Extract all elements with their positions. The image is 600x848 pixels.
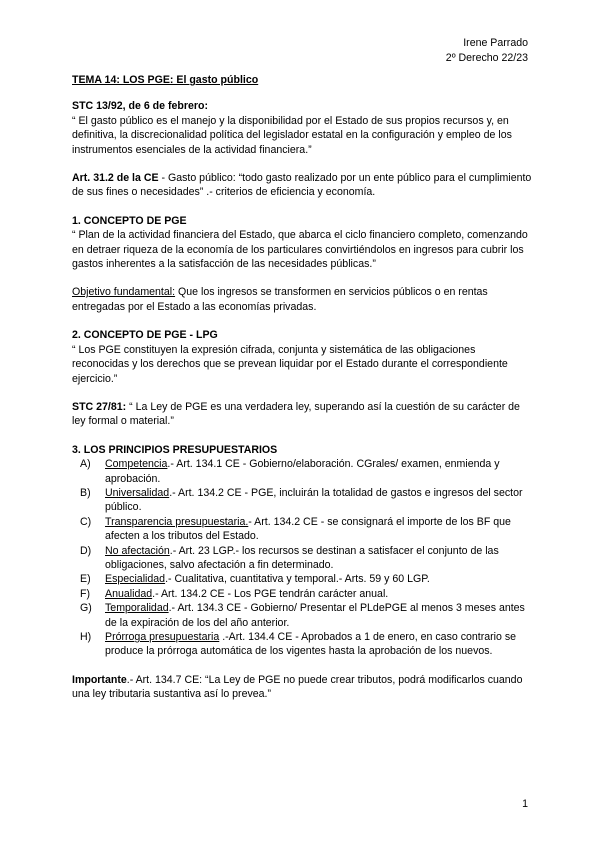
principle-term: Competencia — [105, 458, 168, 471]
principle-term: Transparencia presupuestaria. — [105, 515, 249, 528]
list-marker: A) — [80, 458, 91, 471]
section-1-quote: “ Plan de la actividad financiera del Estado, que abarca el ciclo financiero completo, comenzando en detraer riqueza de la economía de los particulares convirtiéndolos en ingresos para cubrir los gastos inherentes a la satisfacción de las necesidades públicas.” — [72, 229, 528, 271]
author-name: Irene Parrado — [463, 37, 528, 49]
principle-text: .- Art. 134.3 CE - Gobierno/ Presentar el PLdePGE al menos 3 meses antes de la expiración de los del año anterior. — [105, 602, 525, 629]
importante-label: Importante — [72, 673, 127, 686]
section-3-block — [72, 443, 532, 659]
list-item — [80, 457, 532, 486]
objective-paragraph — [72, 285, 532, 314]
list-marker: E) — [80, 573, 91, 586]
list-item — [80, 544, 532, 573]
list-item — [80, 587, 532, 601]
importante-paragraph — [72, 673, 532, 702]
list-item — [80, 601, 532, 630]
stc-13-92-block — [72, 99, 532, 157]
list-item — [80, 630, 532, 659]
document-body — [72, 73, 532, 716]
list-marker: G) — [80, 602, 92, 615]
stc-27-81-label: STC 27/81: — [72, 400, 127, 413]
principle-text: .- Cualitativa, cuantitativa y temporal.- Arts. 59 y 60 LGP. — [165, 573, 430, 586]
stc-13-92-heading: STC 13/92, de 6 de febrero: — [72, 100, 209, 113]
stc-27-81-paragraph — [72, 400, 532, 429]
list-marker: D) — [80, 544, 92, 557]
principle-term: Temporalidad — [105, 602, 169, 615]
section-3-heading: 3. LOS PRINCIPIOS PRESUPUESTARIOS — [72, 443, 278, 456]
section-1-heading: 1. CONCEPTO DE PGE — [72, 214, 187, 227]
principle-term: Prórroga presupuestaria — [105, 631, 220, 643]
objective-label: Objetivo fundamental: — [72, 286, 176, 299]
page-number: 1 — [522, 798, 528, 810]
importante-block — [72, 673, 532, 702]
objective-text: Que los ingresos se transformen en servicios públicos o en rentas entregadas por el Estado a las economías privadas. — [72, 286, 488, 313]
principle-text: - Art. 134.2 CE - se consignará el importe de los BF que afecten a los tributos del Estado. — [105, 515, 511, 543]
list-item — [80, 515, 532, 544]
list-marker: C) — [80, 515, 92, 528]
page-header — [446, 36, 528, 66]
list-item — [80, 486, 532, 515]
art-31-2-label: Art. 31.2 de la CE — [72, 172, 159, 185]
course-label: 2º Derecho 22/23 — [445, 52, 528, 64]
principle-text: .- Art. 134.1 CE - Gobierno/elaboración. CGrales/ examen, enmienda y aprobación. — [105, 458, 500, 485]
stc-27-81-text: “ La Ley de PGE es una verdadera ley, superando así la cuestión de su carácter de ley formal o material.” — [72, 400, 520, 428]
list-item — [80, 572, 532, 586]
stc-27-81-block — [72, 400, 532, 429]
section-2-heading: 2. CONCEPTO DE PGE - LPG — [72, 329, 218, 342]
section-2-quote: “ Los PGE constituyen la expresión cifrada, conjunta y sistemática de las obligaciones reconocidas y los derechos que se prevean liquidar por el Estado durante el correspondiente ejercicio.” — [72, 343, 508, 385]
art-31-2-paragraph — [72, 171, 532, 200]
importante-text: .- Art. 134.7 CE: “La Ley de PGE no puede crear tributos, podrá modificarlos cuando una ley tributaria sustantiva así lo prevea.” — [72, 673, 523, 701]
principle-term: Universalidad — [105, 486, 170, 499]
principle-text: .- Art. 23 LGP.- los recursos se destinan a satisfacer el conjunto de las obligaciones, salvo afectación a fin determinado. — [105, 544, 499, 571]
principles-list — [72, 457, 532, 659]
page-title: TEMA 14: LOS PGE: El gasto público — [72, 74, 259, 86]
art-31-2-block — [72, 171, 532, 200]
principle-text: .- Art. 134.2 CE - PGE, incluirán la totalidad de gastos e ingresos del sector público. — [105, 486, 523, 514]
principle-text: .- Art. 134.2 CE - Los PGE tendrán carácter anual. — [152, 587, 389, 600]
art-31-2-text: - Gasto público: “todo gasto realizado por un ente público para el cumplimiento de sus fines o necesidades” .- criterios de eficiencia y economía. — [72, 172, 532, 199]
principle-text: .-Art. 134.4 CE - Aprobados a 1 de enero, en caso contrario se produce la prórroga automática de los vigentes hasta la aprobación de los nuevos. — [105, 631, 517, 658]
stc-13-92-quote: “ El gasto público es el manejo y la disponibilidad por el Estado de sus propios recursos y, en definitiva, la discrecionalidad política del legislador estatal en la configuración y empleo de los instrumentos esenciales de la actividad financiera.” — [72, 114, 512, 156]
list-marker: H) — [80, 631, 92, 643]
principle-term: Anualidad — [105, 587, 153, 600]
principle-term: Especialidad — [105, 573, 166, 586]
principle-term: No afectación — [105, 544, 170, 557]
section-2-block — [72, 328, 532, 386]
section-1-block — [72, 214, 532, 272]
objective-block — [72, 285, 532, 314]
list-marker: B) — [80, 486, 91, 499]
list-marker: F) — [80, 587, 90, 600]
